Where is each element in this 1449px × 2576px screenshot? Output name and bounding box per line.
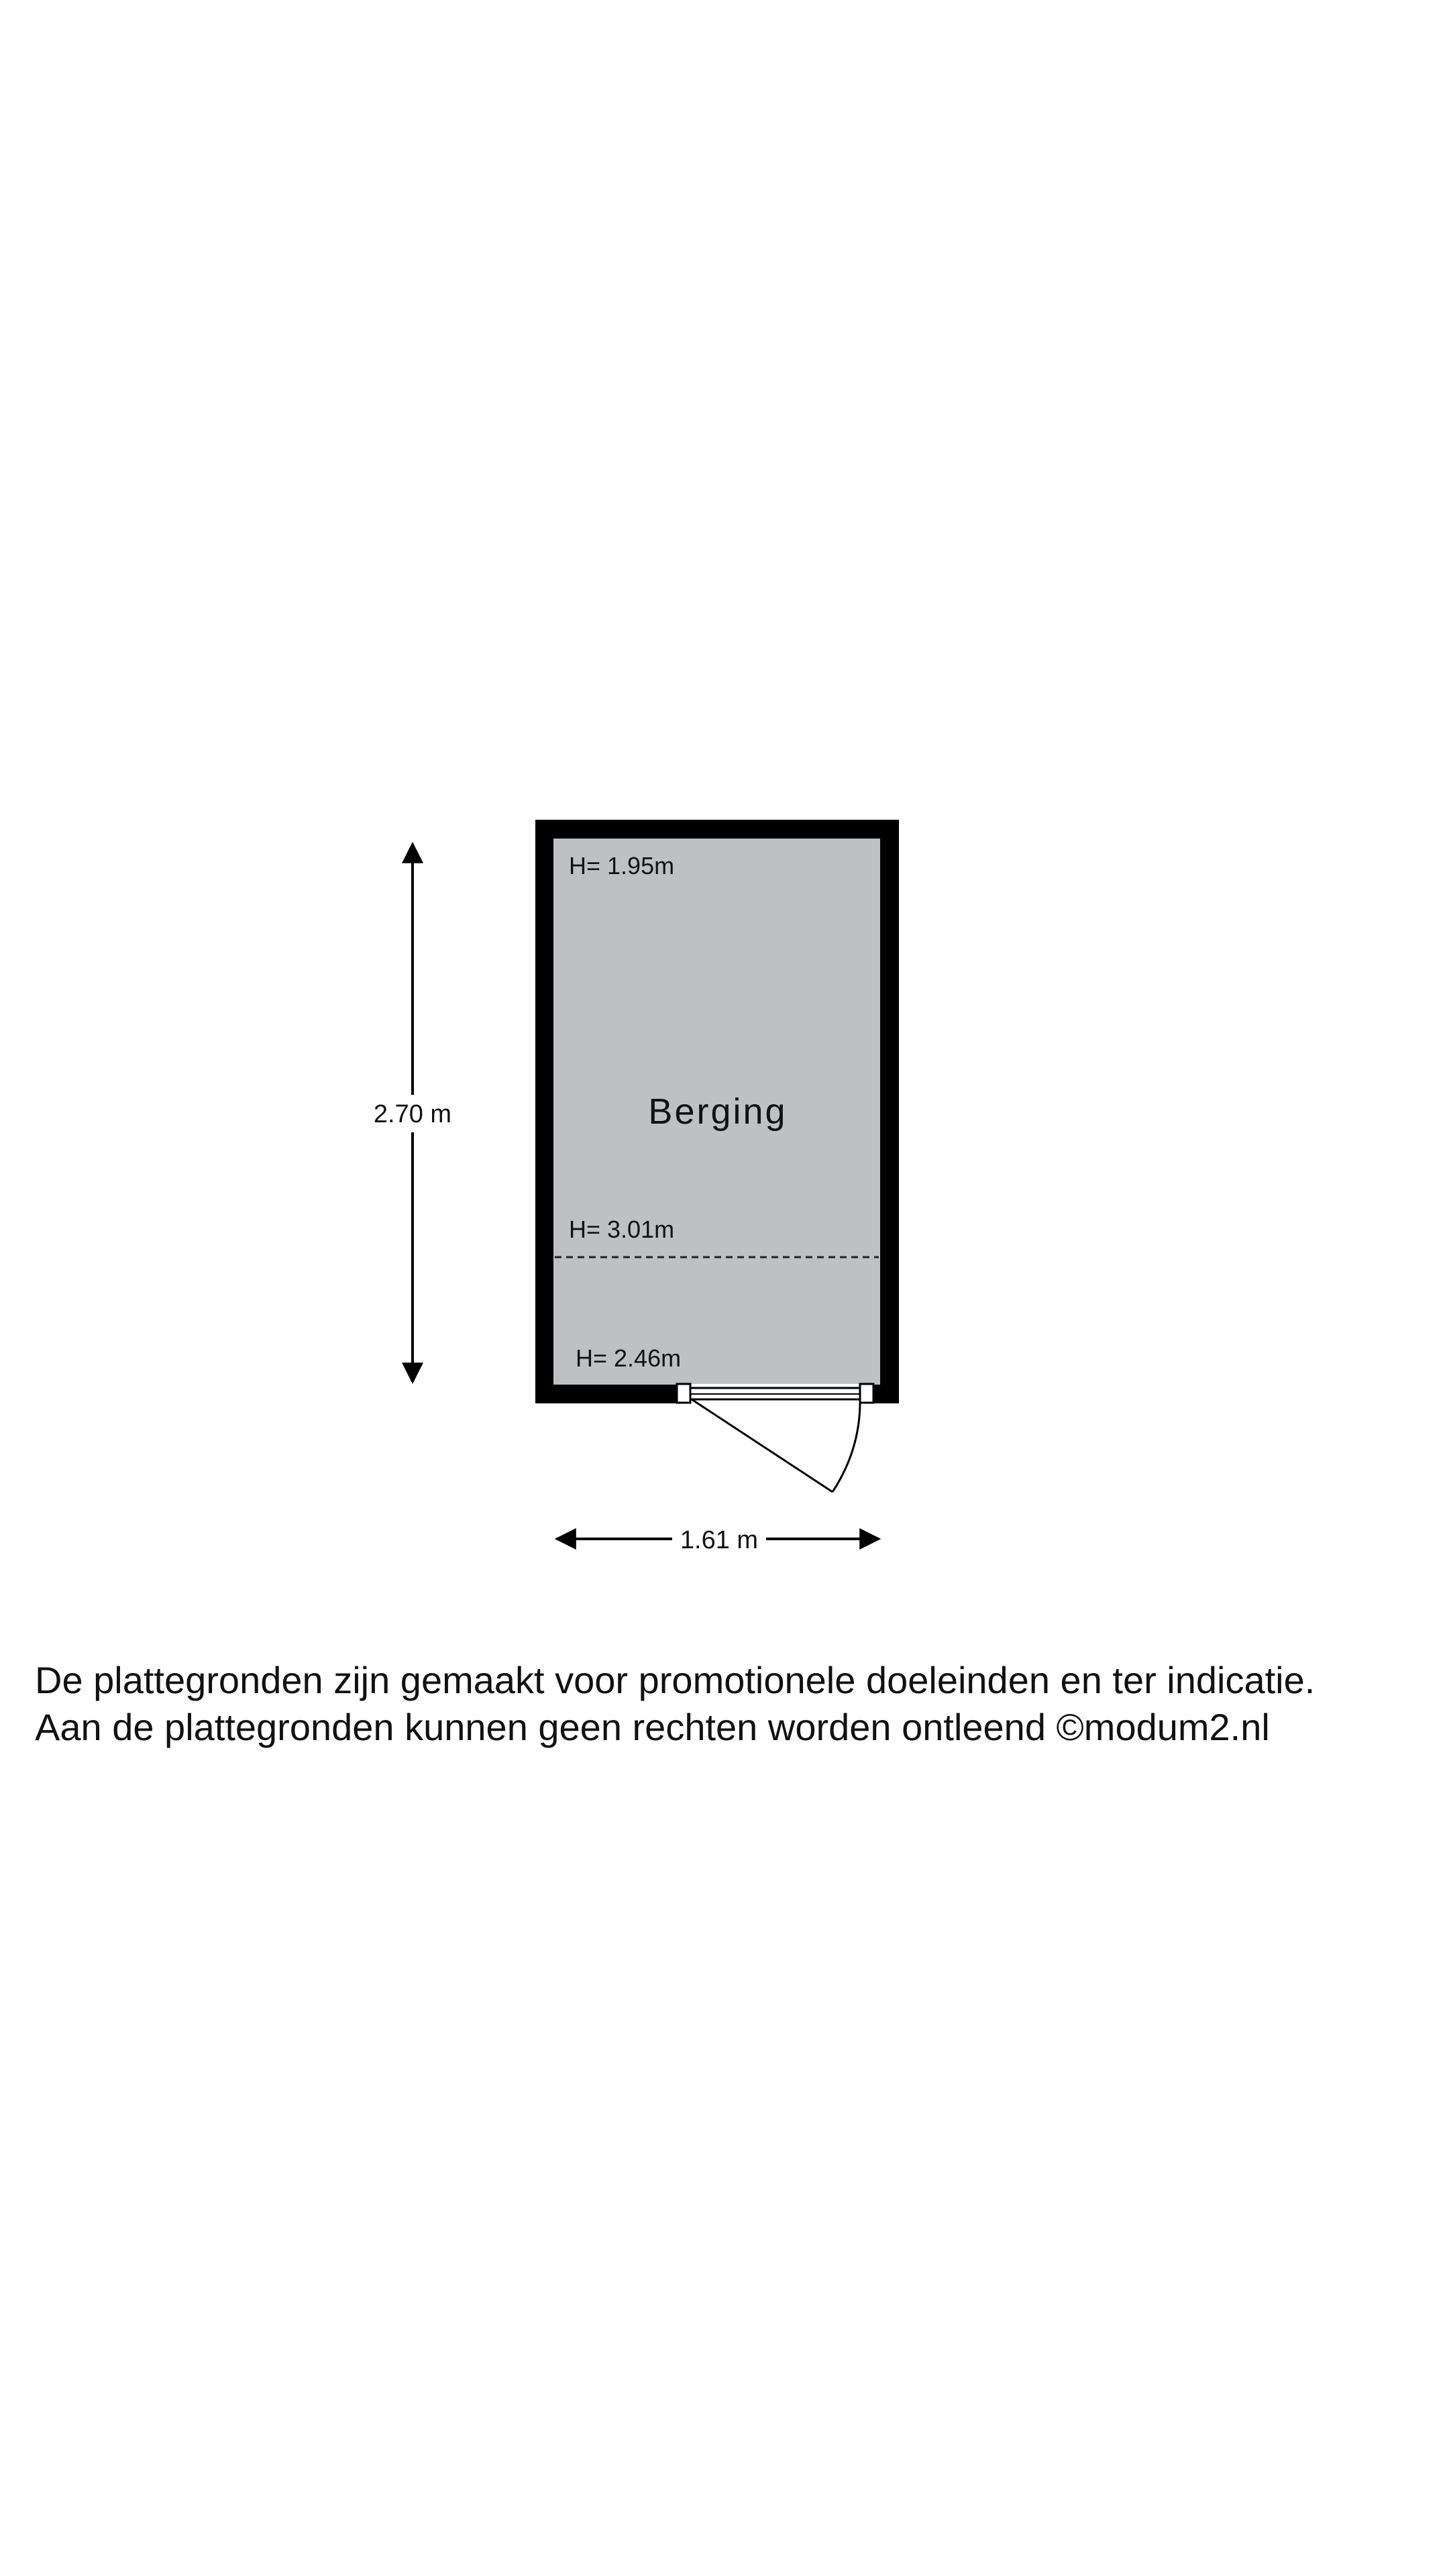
door-jamb-right bbox=[860, 1384, 873, 1403]
door-swing-arc bbox=[833, 1399, 860, 1492]
height-dimension-label: 2.70 m bbox=[373, 1100, 452, 1128]
door-jamb-left bbox=[677, 1384, 690, 1403]
height-label-bottom: H= 2.46m bbox=[576, 1344, 682, 1372]
room-name: Berging bbox=[648, 1091, 788, 1132]
height-label-top: H= 1.95m bbox=[569, 852, 675, 879]
door-leaf bbox=[692, 1399, 833, 1492]
height-label-middle: H= 3.01m bbox=[569, 1216, 675, 1243]
disclaimer-line-2: Aan de plattegronden kunnen geen rechten worden ontleend ©modum2.nl bbox=[35, 1706, 1270, 1748]
disclaimer-line-1: De plattegronden zijn gemaakt voor promotionele doeleinden en ter indicatie. bbox=[35, 1659, 1316, 1701]
door bbox=[677, 1384, 873, 1492]
width-dimension-label: 1.61 m bbox=[680, 1526, 759, 1554]
disclaimer bbox=[35, 1657, 1430, 1751]
